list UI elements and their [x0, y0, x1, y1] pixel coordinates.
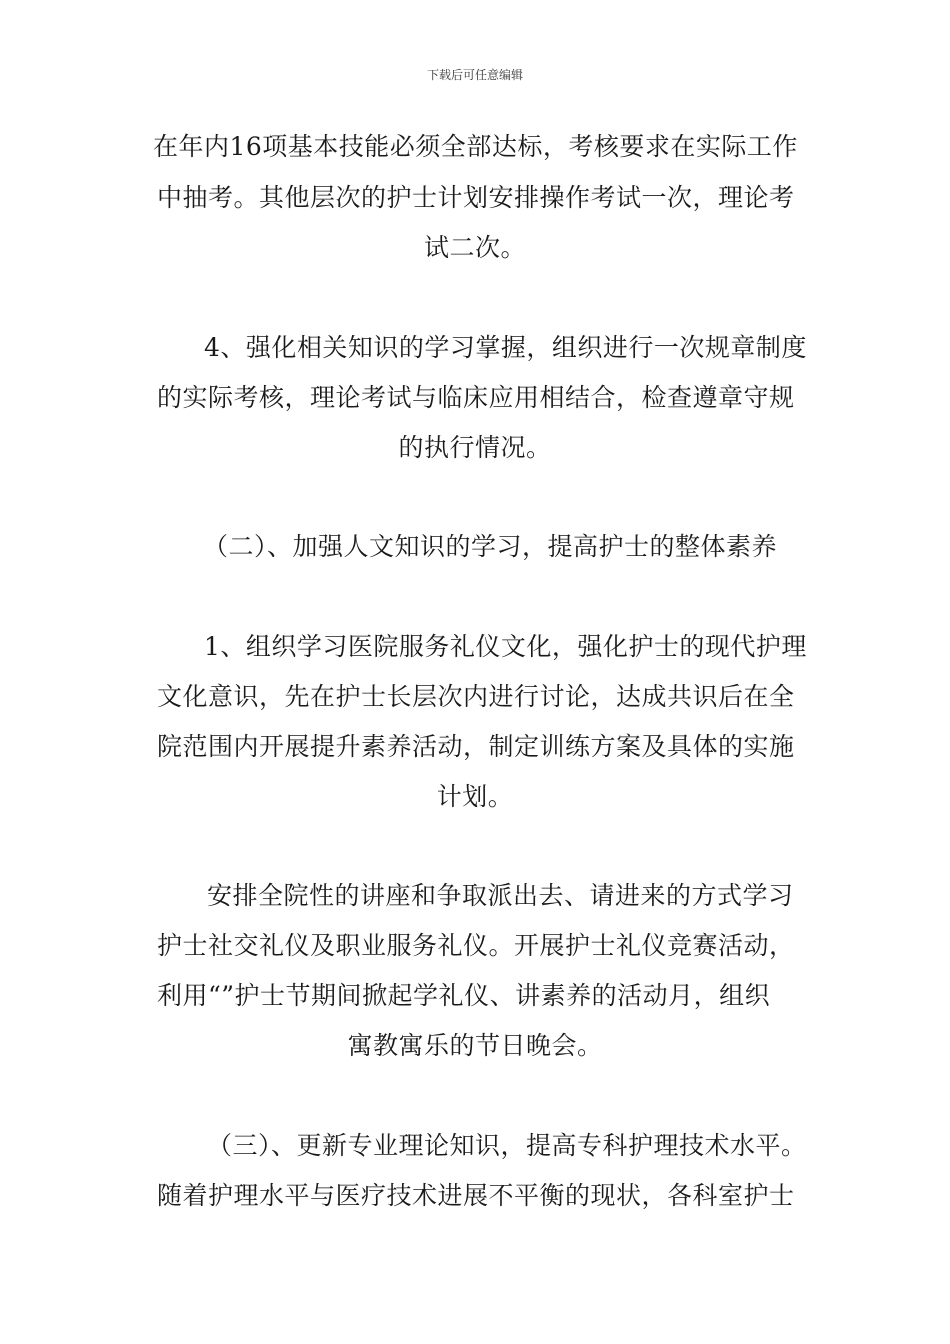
text-line: 安排全院性的讲座和争取派出去、请进来的方式学习 [207, 881, 794, 910]
text-line: 院范围内开展提升素养活动，制定训练方案及具体的实施 [157, 732, 795, 761]
text-line: 1、组织学习医院服务礼仪文化，强化护士的现代护理 [204, 632, 807, 661]
text-line: 随着护理水平与医疗技术进展不平衡的现状，各科室护士 [157, 1181, 795, 1210]
text-line: 的执行情况。 [398, 433, 552, 462]
text-line: 试二次。 [423, 233, 526, 262]
text-line: 在年内16项基本技能必须全部达标，考核要求在实际工作 [153, 132, 798, 161]
text-line: 寓教寓乐的节日晚会。 [347, 1031, 603, 1060]
text-line: 的实际考核，理论考试与临床应用相结合，检查遵章守规 [157, 383, 795, 412]
text-line: 4、强化相关知识的学习掌握，组织进行一次规章制度 [204, 333, 807, 362]
page-header: 下载后可任意编辑 [426, 68, 523, 82]
section-heading: （三）、更新专业理论知识，提高专科护理技术水平。 [207, 1131, 807, 1160]
text-line: 利用“”护士节期间掀起学礼仪、讲素养的活动月，组织 [157, 981, 771, 1010]
text-line: 中抽考。其他层次的护士计划安排操作考试一次，理论考 [157, 183, 795, 212]
text-line: 文化意识，先在护士长层次内进行讨论，达成共识后在全 [157, 682, 795, 711]
text-line: 护士社交礼仪及职业服务礼仪。开展护士礼仪竞赛活动， [157, 931, 795, 960]
section-heading: （二）、加强人文知识的学习，提高护士的整体素养 [203, 532, 778, 561]
text-line: 计划。 [436, 782, 514, 811]
